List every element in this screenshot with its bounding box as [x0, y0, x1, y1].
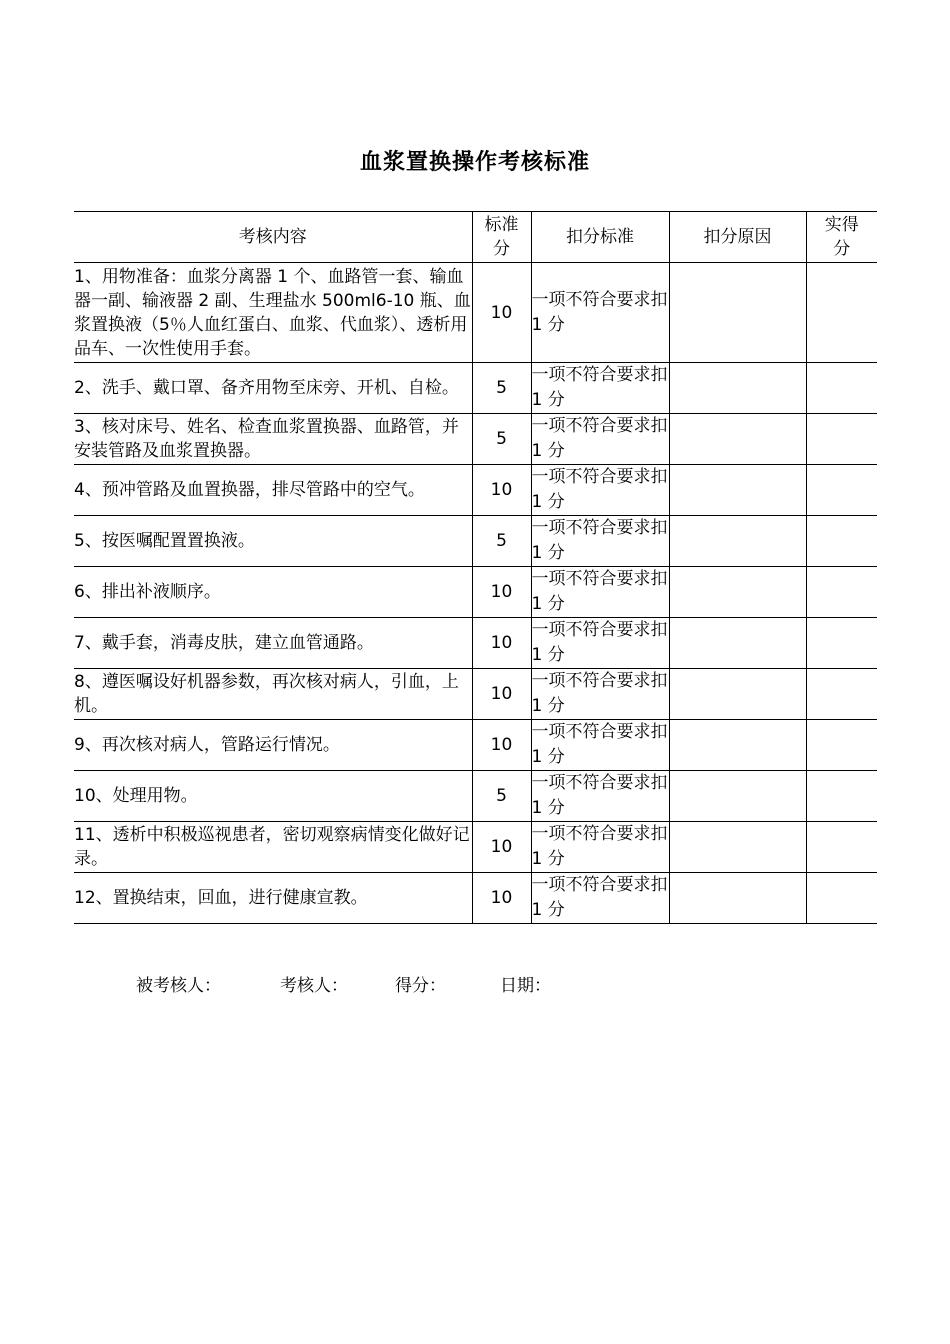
header-content: 考核内容 — [74, 212, 472, 263]
row-content: 1、用物准备：血浆分离器 1 个、血路管一套、输血器一副、输液器 2 副、生理盐水 500ml6-10 瓶、血浆置换液（5％人血红蛋白、血浆、代血浆）、透析用品车、一次性使用手套。 — [74, 263, 472, 363]
row-rule: 一项不符合要求扣 1 分 — [531, 567, 669, 618]
row-actual-cell — [806, 822, 877, 873]
table-row — [74, 669, 877, 720]
row-actual-cell — [806, 567, 877, 618]
row-score: 10 — [472, 263, 531, 363]
table-row — [74, 414, 877, 465]
examiner-label: 考核人： — [280, 976, 348, 996]
row-rule: 一项不符合要求扣 1 分 — [531, 771, 669, 822]
row-actual-cell — [806, 669, 877, 720]
row-score: 5 — [472, 771, 531, 822]
table-header-row — [74, 212, 877, 263]
row-content: 4、预冲管路及血置换器，排尽管路中的空气。 — [74, 465, 472, 516]
row-score: 10 — [472, 873, 531, 924]
row-content: 3、核对床号、姓名、检查血浆置换器、血路管，并安装管路及血浆置换器。 — [74, 414, 472, 465]
row-actual-cell — [806, 873, 877, 924]
row-score: 10 — [472, 465, 531, 516]
table-row — [74, 363, 877, 414]
row-score: 10 — [472, 669, 531, 720]
row-score: 10 — [472, 618, 531, 669]
row-rule: 一项不符合要求扣 1 分 — [531, 414, 669, 465]
row-rule: 一项不符合要求扣 1 分 — [531, 363, 669, 414]
table-row — [74, 263, 877, 363]
row-reason-cell — [669, 618, 806, 669]
row-reason-cell — [669, 822, 806, 873]
row-reason-cell — [669, 669, 806, 720]
row-rule: 一项不符合要求扣 1 分 — [531, 873, 669, 924]
row-reason-cell — [669, 516, 806, 567]
row-rule: 一项不符合要求扣 1 分 — [531, 720, 669, 771]
table-row — [74, 618, 877, 669]
row-actual-cell — [806, 414, 877, 465]
row-content: 5、按医嘱配置置换液。 — [74, 516, 472, 567]
row-content: 12、置换结束，回血，进行健康宣教。 — [74, 873, 472, 924]
assessment-table — [74, 211, 877, 924]
row-rule: 一项不符合要求扣 1 分 — [531, 263, 669, 363]
row-content: 10、处理用物。 — [74, 771, 472, 822]
table-row — [74, 516, 877, 567]
row-score: 10 — [472, 720, 531, 771]
table-row — [74, 465, 877, 516]
row-actual-cell — [806, 465, 877, 516]
row-actual-cell — [806, 771, 877, 822]
date-label: 日期： — [500, 976, 551, 996]
row-reason-cell — [669, 771, 806, 822]
score-label: 得分： — [395, 976, 446, 996]
row-actual-cell — [806, 720, 877, 771]
row-reason-cell — [669, 567, 806, 618]
row-actual-cell — [806, 263, 877, 363]
row-content: 11、透析中积极巡视患者，密切观察病情变化做好记录。 — [74, 822, 472, 873]
row-score: 5 — [472, 363, 531, 414]
examinee-label: 被考核人： — [136, 976, 221, 996]
table-row — [74, 822, 877, 873]
row-content: 8、遵医嘱设好机器参数，再次核对病人，引血，上机。 — [74, 669, 472, 720]
table-row — [74, 873, 877, 924]
row-rule: 一项不符合要求扣 1 分 — [531, 516, 669, 567]
row-reason-cell — [669, 720, 806, 771]
header-reason: 扣分原因 — [669, 212, 806, 263]
table-row — [74, 720, 877, 771]
row-score: 10 — [472, 822, 531, 873]
row-rule: 一项不符合要求扣 1 分 — [531, 669, 669, 720]
header-rule: 扣分标准 — [531, 212, 669, 263]
row-content: 6、排出补液顺序。 — [74, 567, 472, 618]
row-score: 5 — [472, 414, 531, 465]
row-reason-cell — [669, 263, 806, 363]
row-reason-cell — [669, 363, 806, 414]
row-reason-cell — [669, 465, 806, 516]
row-score: 10 — [472, 567, 531, 618]
row-content: 2、洗手、戴口罩、备齐用物至床旁、开机、自检。 — [74, 363, 472, 414]
header-actual: 实得分 — [806, 212, 877, 263]
table-row — [74, 771, 877, 822]
row-reason-cell — [669, 873, 806, 924]
row-reason-cell — [669, 414, 806, 465]
row-rule: 一项不符合要求扣 1 分 — [531, 822, 669, 873]
row-content: 7、戴手套，消毒皮肤，建立血管通路。 — [74, 618, 472, 669]
row-content: 9、再次核对病人，管路运行情况。 — [74, 720, 472, 771]
row-actual-cell — [806, 516, 877, 567]
header-score: 标准分 — [472, 212, 531, 263]
table-row — [74, 567, 877, 618]
row-rule: 一项不符合要求扣 1 分 — [531, 465, 669, 516]
row-score: 5 — [472, 516, 531, 567]
row-rule: 一项不符合要求扣 1 分 — [531, 618, 669, 669]
row-actual-cell — [806, 618, 877, 669]
row-actual-cell — [806, 363, 877, 414]
page-title: 血浆置换操作考核标准 — [359, 150, 590, 175]
